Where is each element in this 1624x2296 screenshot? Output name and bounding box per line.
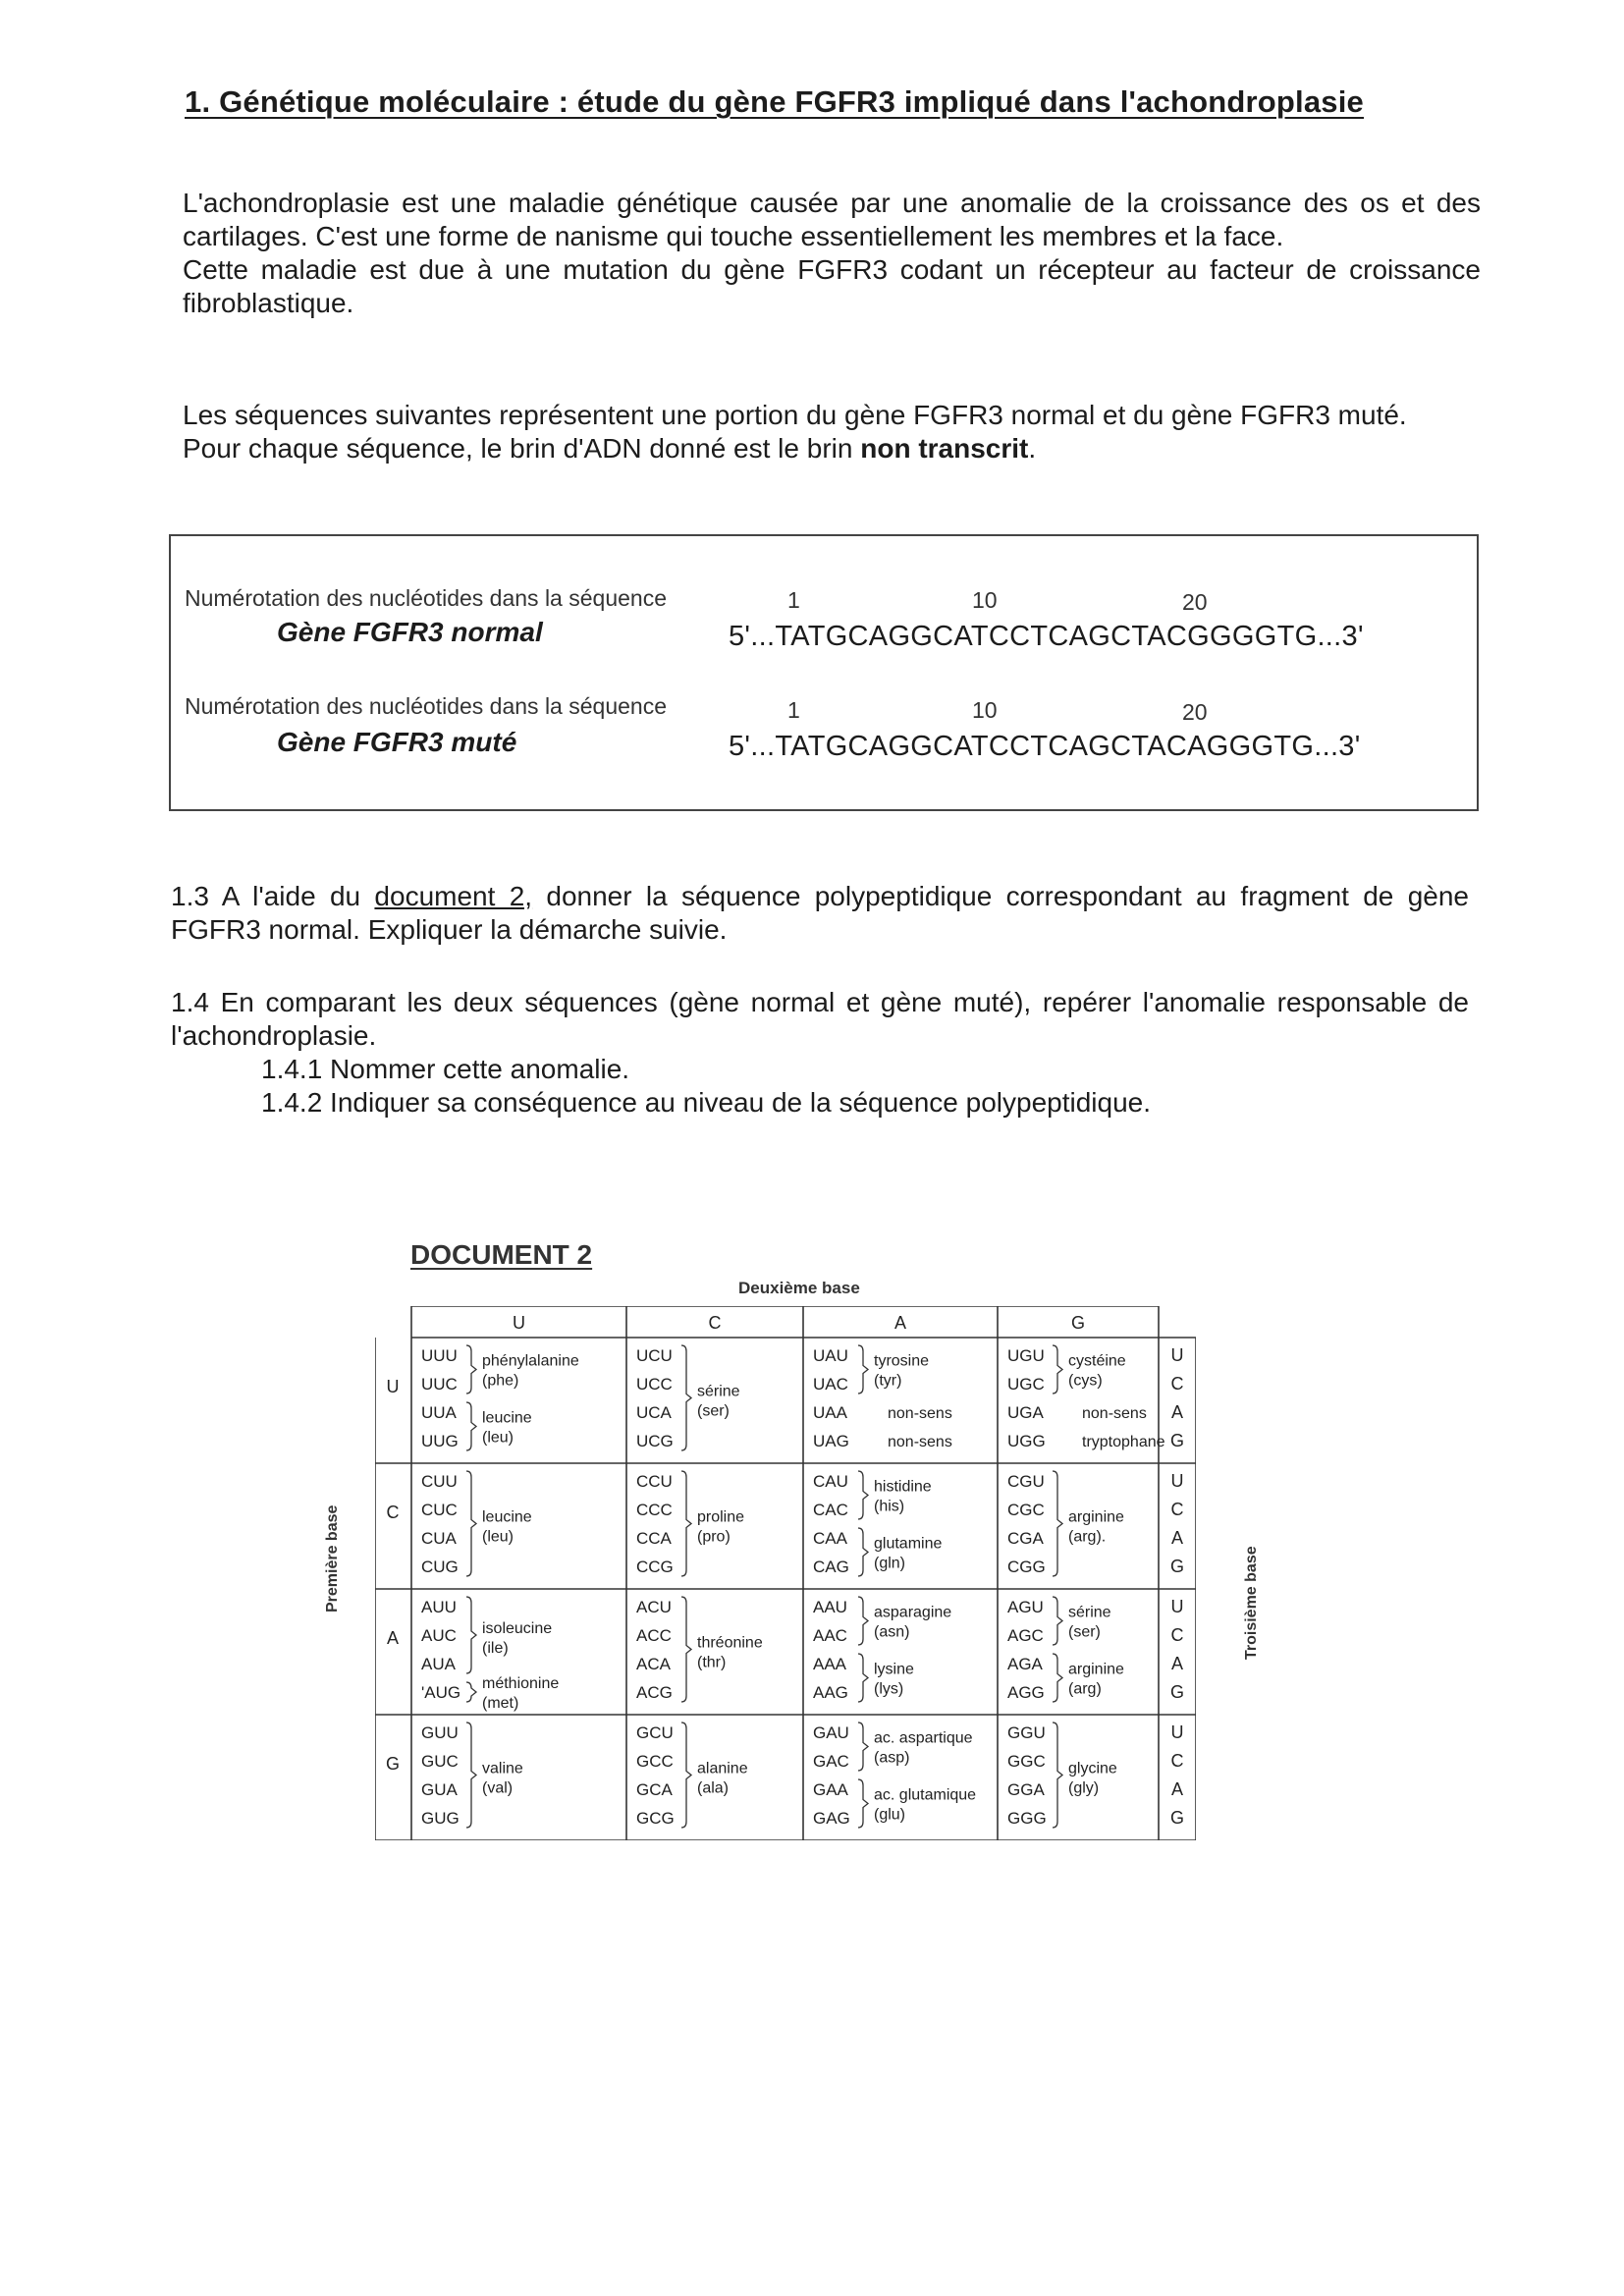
second-base-header-a: A xyxy=(893,1313,907,1333)
amino-acid-cystéine: cystéine xyxy=(1068,1352,1126,1370)
codon-uac: UAC xyxy=(813,1375,848,1394)
third-base-a-u: U xyxy=(1170,1597,1184,1616)
brace-aa-1 xyxy=(858,1654,868,1702)
codon-uug: UUG xyxy=(421,1432,459,1450)
sequences-paragraph-1: Les séquences suivantes représentent une portion du gène FGFR3 normal et du gène FGFR3 muté. xyxy=(183,400,1407,430)
codon-agu: AGU xyxy=(1007,1598,1044,1616)
codon-guu: GUU xyxy=(421,1723,459,1742)
amino-acid-abbr-tyrosine: (tyr) xyxy=(874,1372,902,1390)
third-base-a-g: G xyxy=(1169,1682,1185,1702)
document-2-title: DOCUMENT 2 xyxy=(410,1239,593,1270)
amino-acid-abbr-arginine: (arg). xyxy=(1068,1528,1107,1546)
amino-acid-abbr-lysine: (lys) xyxy=(874,1680,904,1698)
brace-ca-0 xyxy=(858,1471,868,1519)
codon-cua: CUA xyxy=(421,1529,457,1548)
second-base-header-g: G xyxy=(1070,1313,1086,1333)
codon-ucg: UCG xyxy=(636,1432,674,1450)
page-title: 1. Génétique moléculaire : étude du gène FGFR3 impliqué dans l'achondroplasie xyxy=(185,84,1364,119)
codon-table xyxy=(375,1306,1196,1840)
third-base-g-u: U xyxy=(1170,1722,1184,1742)
codon-gaa: GAA xyxy=(813,1780,848,1799)
third-base-c-u: U xyxy=(1170,1471,1184,1491)
question-1-4 xyxy=(171,986,1469,1120)
position-10-mutant: 10 xyxy=(972,697,998,723)
amino-acid-non-sens: non-sens xyxy=(888,1434,952,1450)
amino-acid-arginine: arginine xyxy=(1068,1661,1124,1678)
codon-ggc: GGC xyxy=(1007,1752,1046,1771)
first-base-g: G xyxy=(385,1754,401,1774)
position-10-normal: 10 xyxy=(972,587,998,613)
codon-gcu: GCU xyxy=(636,1723,674,1742)
codon-cuc: CUC xyxy=(421,1501,458,1519)
codon-guc: GUC xyxy=(421,1752,459,1771)
numbering-label-mutant: Numérotation des nucléotides dans la séquence xyxy=(185,693,667,719)
amino-acid-ac--glutamique: ac. glutamique xyxy=(874,1786,977,1804)
third-base-u-a: A xyxy=(1170,1402,1184,1422)
third-base-c-a: A xyxy=(1170,1528,1184,1548)
codon-aaa: AAA xyxy=(813,1655,847,1673)
brace-ag-0 xyxy=(1053,1597,1062,1645)
amino-acid-isoleucine: isoleucine xyxy=(482,1620,553,1637)
amino-acid-asparagine: asparagine xyxy=(874,1604,952,1621)
gene-mutant-label: Gène FGFR3 muté xyxy=(277,727,517,757)
brace-aa-0 xyxy=(858,1597,868,1645)
position-20-mutant: 20 xyxy=(1182,699,1208,725)
brace-cc-0 xyxy=(681,1471,691,1576)
codon-cug: CUG xyxy=(421,1558,459,1576)
amino-acid-sérine: sérine xyxy=(697,1383,740,1400)
sequence-box xyxy=(169,534,1479,811)
question-1-3 xyxy=(171,880,1469,947)
codon-auc: AUC xyxy=(421,1626,457,1645)
third-base-a-c: C xyxy=(1170,1625,1184,1645)
numbering-label-normal: Numérotation des nucléotides dans la séquence xyxy=(185,585,667,611)
amino-acid-tyrosine: tyrosine xyxy=(874,1352,930,1370)
amino-acid-abbr-isoleucine: (ile) xyxy=(482,1640,509,1657)
amino-acid-thréonine: thréonine xyxy=(697,1634,763,1652)
codon-ucc: UCC xyxy=(636,1375,673,1394)
amino-acid-non-sens: non-sens xyxy=(1082,1405,1147,1422)
question-1-4-2: 1.4.2 Indiquer sa conséquence au niveau de la séquence polypeptidique. xyxy=(261,1087,1152,1118)
codon-ccc: CCC xyxy=(636,1501,673,1519)
codon-uca: UCA xyxy=(636,1403,672,1422)
amino-acid-abbr-sérine: (ser) xyxy=(1068,1623,1101,1641)
amino-acid-abbr-valine: (val) xyxy=(482,1779,514,1797)
amino-acid-valine: valine xyxy=(482,1760,523,1777)
amino-acid-abbr-histidine: (his) xyxy=(874,1498,905,1515)
amino-acid-abbr-proline: (pro) xyxy=(697,1528,731,1546)
codon-ugg: UGG xyxy=(1007,1432,1046,1450)
document-2-reference: document 2, xyxy=(374,881,533,911)
codon-aug: 'AUG xyxy=(421,1683,461,1702)
codon-uua: UUA xyxy=(421,1403,457,1422)
codon-ucu: UCU xyxy=(636,1346,673,1365)
third-base-g-c: C xyxy=(1170,1751,1184,1771)
codon-cac: CAC xyxy=(813,1501,848,1519)
q13-suffix: donner la séquence polypeptidique correspondant au fragment de gène FGFR3 normal. Expliquer la démarche suivie. xyxy=(171,881,1469,945)
amino-acid-abbr-glutamine: (gln) xyxy=(874,1555,906,1572)
first-base-label: Première base xyxy=(324,1504,341,1613)
amino-acid-phénylalanine: phénylalanine xyxy=(482,1352,579,1370)
amino-acid-proline: proline xyxy=(697,1508,745,1526)
codon-ggu: GGU xyxy=(1007,1723,1046,1742)
third-base-u-u: U xyxy=(1170,1345,1184,1365)
second-base-header-u: U xyxy=(513,1313,525,1333)
codon-uaa: UAA xyxy=(813,1403,847,1422)
codon-cag: CAG xyxy=(813,1558,849,1576)
codon-aca: ACA xyxy=(636,1655,671,1673)
codon-acc: ACC xyxy=(636,1626,672,1645)
codon-gca: GCA xyxy=(636,1780,673,1799)
amino-acid-lysine: lysine xyxy=(874,1661,914,1678)
third-base-g-a: A xyxy=(1170,1779,1184,1799)
amino-acid-glycine: glycine xyxy=(1068,1760,1117,1777)
codon-uau: UAU xyxy=(813,1346,848,1365)
codon-aua: AUA xyxy=(421,1655,456,1673)
question-1-4-1: 1.4.1 Nommer cette anomalie. xyxy=(261,1054,630,1084)
amino-acid-arginine: arginine xyxy=(1068,1508,1124,1526)
brace-gu-0 xyxy=(466,1722,476,1828)
codon-gcg: GCG xyxy=(636,1809,675,1828)
amino-acid-sérine: sérine xyxy=(1068,1604,1111,1621)
codon-gga: GGA xyxy=(1007,1780,1045,1799)
brace-au-1 xyxy=(466,1682,476,1702)
codon-ccg: CCG xyxy=(636,1558,674,1576)
position-1-normal: 1 xyxy=(787,587,800,613)
codon-gug: GUG xyxy=(421,1809,460,1828)
brace-ca-1 xyxy=(858,1528,868,1576)
amino-acid-abbr-alanine: (ala) xyxy=(697,1779,730,1797)
first-base-a: A xyxy=(386,1628,400,1648)
amino-acid-abbr-méthionine: (met) xyxy=(482,1695,519,1712)
first-base-c: C xyxy=(386,1503,400,1522)
sequences-p2-prefix: Pour chaque séquence, le brin d'ADN donné est le brin xyxy=(183,433,861,464)
brace-uu-1 xyxy=(466,1402,476,1450)
codon-gag: GAG xyxy=(813,1809,850,1828)
brace-ua-0 xyxy=(858,1345,868,1394)
codon-agc: AGC xyxy=(1007,1626,1044,1645)
amino-acid-alanine: alanine xyxy=(697,1760,748,1777)
third-base-c-c: C xyxy=(1170,1500,1184,1519)
amino-acid-méthionine: méthionine xyxy=(482,1675,560,1692)
q14-text: 1.4 En comparant les deux séquences (gène normal et gène muté), repérer l'anomalie responsable de l'achondroplasie. xyxy=(171,987,1469,1051)
amino-acid-glutamine: glutamine xyxy=(874,1535,943,1553)
codon-gcc: GCC xyxy=(636,1752,674,1771)
sequence-normal: 5'...TATGCAGGCATCCTCAGCTACGGGGTG...3' xyxy=(729,621,1364,652)
codon-uga: UGA xyxy=(1007,1403,1044,1422)
amino-acid-abbr-sérine: (ser) xyxy=(697,1402,730,1420)
codon-uuu: UUU xyxy=(421,1346,458,1365)
third-base-label: Troisième base xyxy=(1243,1546,1260,1660)
amino-acid-abbr-leucine: (leu) xyxy=(482,1528,514,1546)
third-base-c-g: G xyxy=(1169,1557,1185,1576)
codon-uuc: UUC xyxy=(421,1375,458,1394)
amino-acid-abbr-ac--glutamique: (glu) xyxy=(874,1806,906,1824)
amino-acid-abbr-phénylalanine: (phe) xyxy=(482,1372,519,1390)
codon-cca: CCA xyxy=(636,1529,672,1548)
third-base-g-g: G xyxy=(1169,1808,1185,1828)
third-base-u-c: C xyxy=(1170,1374,1184,1394)
brace-gc-0 xyxy=(681,1722,691,1828)
brace-uu-0 xyxy=(466,1345,476,1394)
amino-acid-abbr-ac--aspartique: (asp) xyxy=(874,1749,910,1767)
codon-caa: CAA xyxy=(813,1529,847,1548)
amino-acid-tryptophane: tryptophane xyxy=(1082,1434,1165,1450)
position-20-normal: 20 xyxy=(1182,589,1208,615)
amino-acid-abbr-cystéine: (cys) xyxy=(1068,1372,1103,1390)
codon-agg: AGG xyxy=(1007,1683,1045,1702)
amino-acid-ac--aspartique: ac. aspartique xyxy=(874,1729,973,1747)
brace-cu-0 xyxy=(466,1471,476,1576)
codon-aga: AGA xyxy=(1007,1655,1043,1673)
codon-cga: CGA xyxy=(1007,1529,1044,1548)
amino-acid-abbr-leucine: (leu) xyxy=(482,1429,514,1447)
amino-acid-leucine: leucine xyxy=(482,1409,532,1427)
codon-cau: CAU xyxy=(813,1472,848,1491)
sequences-intro xyxy=(183,399,1481,465)
codon-aag: AAG xyxy=(813,1683,848,1702)
third-base-u-g: G xyxy=(1169,1431,1185,1450)
brace-cg-0 xyxy=(1053,1471,1062,1576)
intro-paragraph-2: Cette maladie est due à une mutation du gène FGFR3 codant un récepteur au facteur de croissance fibroblastique. xyxy=(183,254,1481,318)
non-transcrit-bold: non transcrit xyxy=(860,433,1029,464)
brace-gg-0 xyxy=(1053,1722,1062,1828)
third-base-a-a: A xyxy=(1170,1654,1184,1673)
amino-acid-abbr-thréonine: (thr) xyxy=(697,1654,727,1671)
second-base-label: Deuxième base xyxy=(738,1279,860,1297)
codon-acu: ACU xyxy=(636,1598,672,1616)
amino-acid-leucine: leucine xyxy=(482,1508,532,1526)
brace-ug-0 xyxy=(1053,1345,1062,1394)
brace-ag-1 xyxy=(1053,1654,1062,1702)
gene-normal-label: Gène FGFR3 normal xyxy=(277,617,543,647)
codon-gac: GAC xyxy=(813,1752,849,1771)
sequence-mutant: 5'...TATGCAGGCATCCTCAGCTACAGGGTG...3' xyxy=(729,731,1361,762)
codon-ccu: CCU xyxy=(636,1472,673,1491)
brace-ga-0 xyxy=(858,1722,868,1771)
codon-cgg: CGG xyxy=(1007,1558,1046,1576)
codon-cuu: CUU xyxy=(421,1472,458,1491)
codon-ggg: GGG xyxy=(1007,1809,1047,1828)
codon-gua: GUA xyxy=(421,1780,458,1799)
amino-acid-abbr-asparagine: (asn) xyxy=(874,1623,910,1641)
codon-cgc: CGC xyxy=(1007,1501,1045,1519)
sequences-p2-suffix: . xyxy=(1028,433,1037,464)
q13-prefix: 1.3 A l'aide du xyxy=(171,881,375,911)
sequences-paragraph-2 xyxy=(183,432,1481,465)
brace-ac-0 xyxy=(681,1597,691,1702)
codon-cgu: CGU xyxy=(1007,1472,1045,1491)
codon-aau: AAU xyxy=(813,1598,847,1616)
codon-gau: GAU xyxy=(813,1723,849,1742)
codon-ugc: UGC xyxy=(1007,1375,1045,1394)
codon-auu: AUU xyxy=(421,1598,457,1616)
codon-acg: ACG xyxy=(636,1683,673,1702)
codon-ugu: UGU xyxy=(1007,1346,1045,1365)
brace-uc-0 xyxy=(681,1345,691,1450)
codon-uag: UAG xyxy=(813,1432,849,1450)
intro-text xyxy=(183,187,1481,320)
brace-au-0 xyxy=(466,1597,476,1673)
codon-aac: AAC xyxy=(813,1626,847,1645)
position-1-mutant: 1 xyxy=(787,697,800,723)
amino-acid-abbr-arginine: (arg) xyxy=(1068,1680,1102,1698)
first-base-u: U xyxy=(386,1377,400,1396)
amino-acid-non-sens: non-sens xyxy=(888,1405,952,1422)
brace-ga-1 xyxy=(858,1779,868,1828)
amino-acid-abbr-glycine: (gly) xyxy=(1068,1779,1100,1797)
amino-acid-histidine: histidine xyxy=(874,1478,932,1496)
second-base-header-c: C xyxy=(708,1313,722,1333)
intro-paragraph-1: L'achondroplasie est une maladie génétique causée par une anomalie de la croissance des os et des cartilages. C'est une forme de nanisme qui touche essentiellement les membres et la face. xyxy=(183,188,1481,251)
